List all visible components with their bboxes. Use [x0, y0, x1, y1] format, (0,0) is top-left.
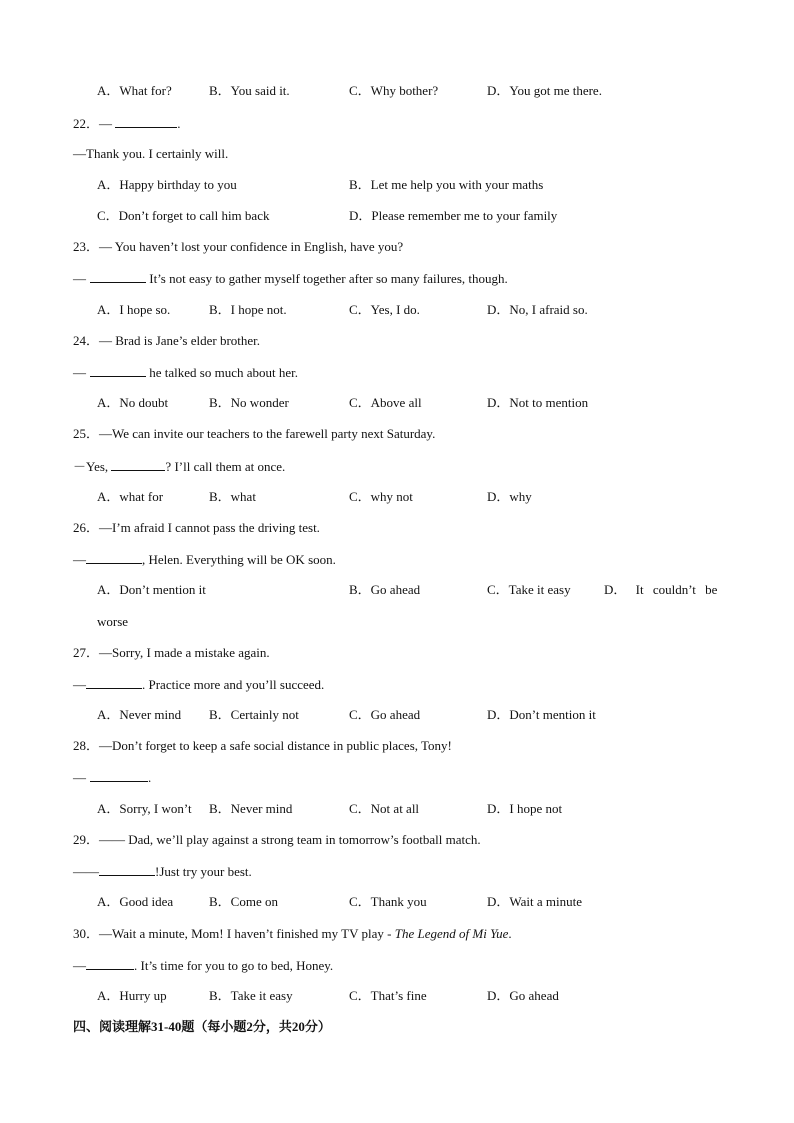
q22-tail: .: [177, 116, 181, 131]
q23-blank: [90, 270, 146, 283]
q24-option-a: A．No doubt: [97, 395, 169, 410]
q30-reply-pre: —: [73, 958, 86, 973]
q22-stem: [73, 115, 181, 132]
q29-reply-post: !Just try your best.: [155, 864, 252, 879]
q26-reply: [73, 551, 336, 568]
q22-option-a: A．Happy birthday to you: [97, 177, 237, 192]
q27-blank: [86, 676, 142, 689]
q23-option-c: C．Yes, I do.: [349, 302, 420, 317]
q26-option-b: B．Go ahead: [349, 582, 421, 597]
q24-option-b: B．No wonder: [209, 395, 289, 410]
q30-stem-title: The Legend of Mi Yue: [394, 926, 509, 941]
q27-option-c: C．Go ahead: [349, 707, 421, 722]
q22-blank: [115, 115, 177, 128]
q29-blank: [99, 863, 155, 876]
q28-reply-post: .: [148, 770, 152, 785]
q30-blank: [86, 957, 134, 970]
q26-reply-pre: —: [73, 552, 86, 567]
q28-option-a: A．Sorry, I won’t: [97, 801, 192, 816]
q27-reply-pre: —: [73, 677, 86, 692]
q25-option-b: B．what: [209, 489, 256, 504]
q25-reply-pre: －Yes,: [73, 459, 112, 474]
q27-reply: [73, 676, 324, 693]
q30-option-d: D．Go ahead: [487, 988, 559, 1003]
q22-option-c: C．Don’t forget to call him back: [97, 208, 270, 223]
q22-number: 22．—: [73, 116, 113, 131]
q23-option-b: B．I hope not.: [209, 302, 287, 317]
q21-option-c: C．Why bother?: [349, 83, 439, 98]
q28-blank: [90, 769, 148, 782]
q29-stem: 29．—— Dad, we’ll play against a strong team in tomorrow’s football match.: [73, 832, 481, 847]
q24-reply-pre: —: [73, 365, 86, 380]
q28-option-b: B．Never mind: [209, 801, 293, 816]
q28-stem: 28．—Don’t forget to keep a safe social distance in public places, Tony!: [73, 738, 452, 753]
q30-reply: [73, 957, 333, 974]
q24-option-d: D．Not to mention: [487, 395, 589, 410]
q29-option-b: B．Come on: [209, 894, 278, 909]
q29-option-a: A．Good idea: [97, 894, 174, 909]
q24-option-c: C．Above all: [349, 395, 422, 410]
q26-option-c: C．Take it easy: [487, 582, 571, 597]
q24-blank: [90, 364, 146, 377]
q29-option-d: D．Wait a minute: [487, 894, 582, 909]
q23-reply-pre: —: [73, 271, 86, 286]
q25-option-c: C．why not: [349, 489, 413, 504]
q25-stem: 25．—We can invite our teachers to the farewell party next Saturday.: [73, 426, 436, 441]
q24-stem: 24．— Brad is Jane’s elder brother.: [73, 333, 261, 348]
q22-option-b: B．Let me help you with your maths: [349, 177, 544, 192]
q23-option-a: A．I hope so.: [97, 302, 171, 317]
q22-option-d: D．Please remember me to your family: [349, 208, 558, 223]
q25-blank: [111, 458, 165, 471]
q28-option-d: D．I hope not: [487, 801, 563, 816]
q21-option-a: A．What for?: [97, 83, 172, 98]
q29-reply-pre: ——: [73, 864, 99, 879]
q30-option-c: C．That’s fine: [349, 988, 427, 1003]
q26-option-d-wrap: worse: [97, 614, 129, 629]
q25-reply: [73, 458, 285, 475]
q26-stem: 26．—I’m afraid I cannot pass the driving test.: [73, 520, 320, 535]
q27-option-d: D．Don’t mention it: [487, 707, 596, 722]
q30-stem-post: .: [508, 926, 512, 941]
q27-stem: 27．—Sorry, I made a mistake again.: [73, 645, 270, 660]
q22-reply: —Thank you. I certainly will.: [73, 146, 229, 161]
q23-reply-post: It’s not easy to gather myself together after so many failures, though.: [146, 271, 508, 286]
q26-blank: [86, 551, 142, 564]
q23-option-d: D．No, I afraid so.: [487, 302, 588, 317]
q30-stem-pre: 30．—Wait a minute, Mom! I haven’t finished my TV play -: [73, 926, 395, 941]
q25-option-a: A．what for: [97, 489, 164, 504]
q24-reply: [73, 364, 298, 381]
q26-option-a: A．Don’t mention it: [97, 582, 206, 597]
q23-stem: 23．— You haven’t lost your confidence in English, have you?: [73, 239, 404, 254]
q29-option-c: C．Thank you: [349, 894, 427, 909]
q28-option-c: C．Not at all: [349, 801, 420, 816]
q28-reply: [73, 769, 151, 786]
q25-reply-post: ? I’ll call them at once.: [165, 459, 286, 474]
q24-reply-post: he talked so much about her.: [146, 365, 298, 380]
q30-option-b: B．Take it easy: [209, 988, 293, 1003]
q21-option-d: D．You got me there.: [487, 83, 602, 98]
q30-reply-post: . It’s time for you to go to bed, Honey.: [134, 958, 334, 973]
q30-stem: [73, 926, 512, 942]
q25-option-d: D．why: [487, 489, 532, 504]
q27-option-b: B．Certainly not: [209, 707, 299, 722]
q30-option-a: A．Hurry up: [97, 988, 167, 1003]
q21-option-b: B．You said it.: [209, 83, 290, 98]
section-heading: 四、阅读理解31-40题（每小题2分，共20分）: [73, 1019, 331, 1034]
q28-reply-pre: —: [73, 770, 86, 785]
q26-option-d: D． It couldn’t be: [604, 582, 718, 597]
q29-reply: [73, 863, 252, 880]
q27-option-a: A．Never mind: [97, 707, 182, 722]
q27-reply-post: . Practice more and you’ll succeed.: [142, 677, 325, 692]
q26-reply-post: , Helen. Everything will be OK soon.: [142, 552, 336, 567]
q23-reply: [73, 270, 508, 287]
